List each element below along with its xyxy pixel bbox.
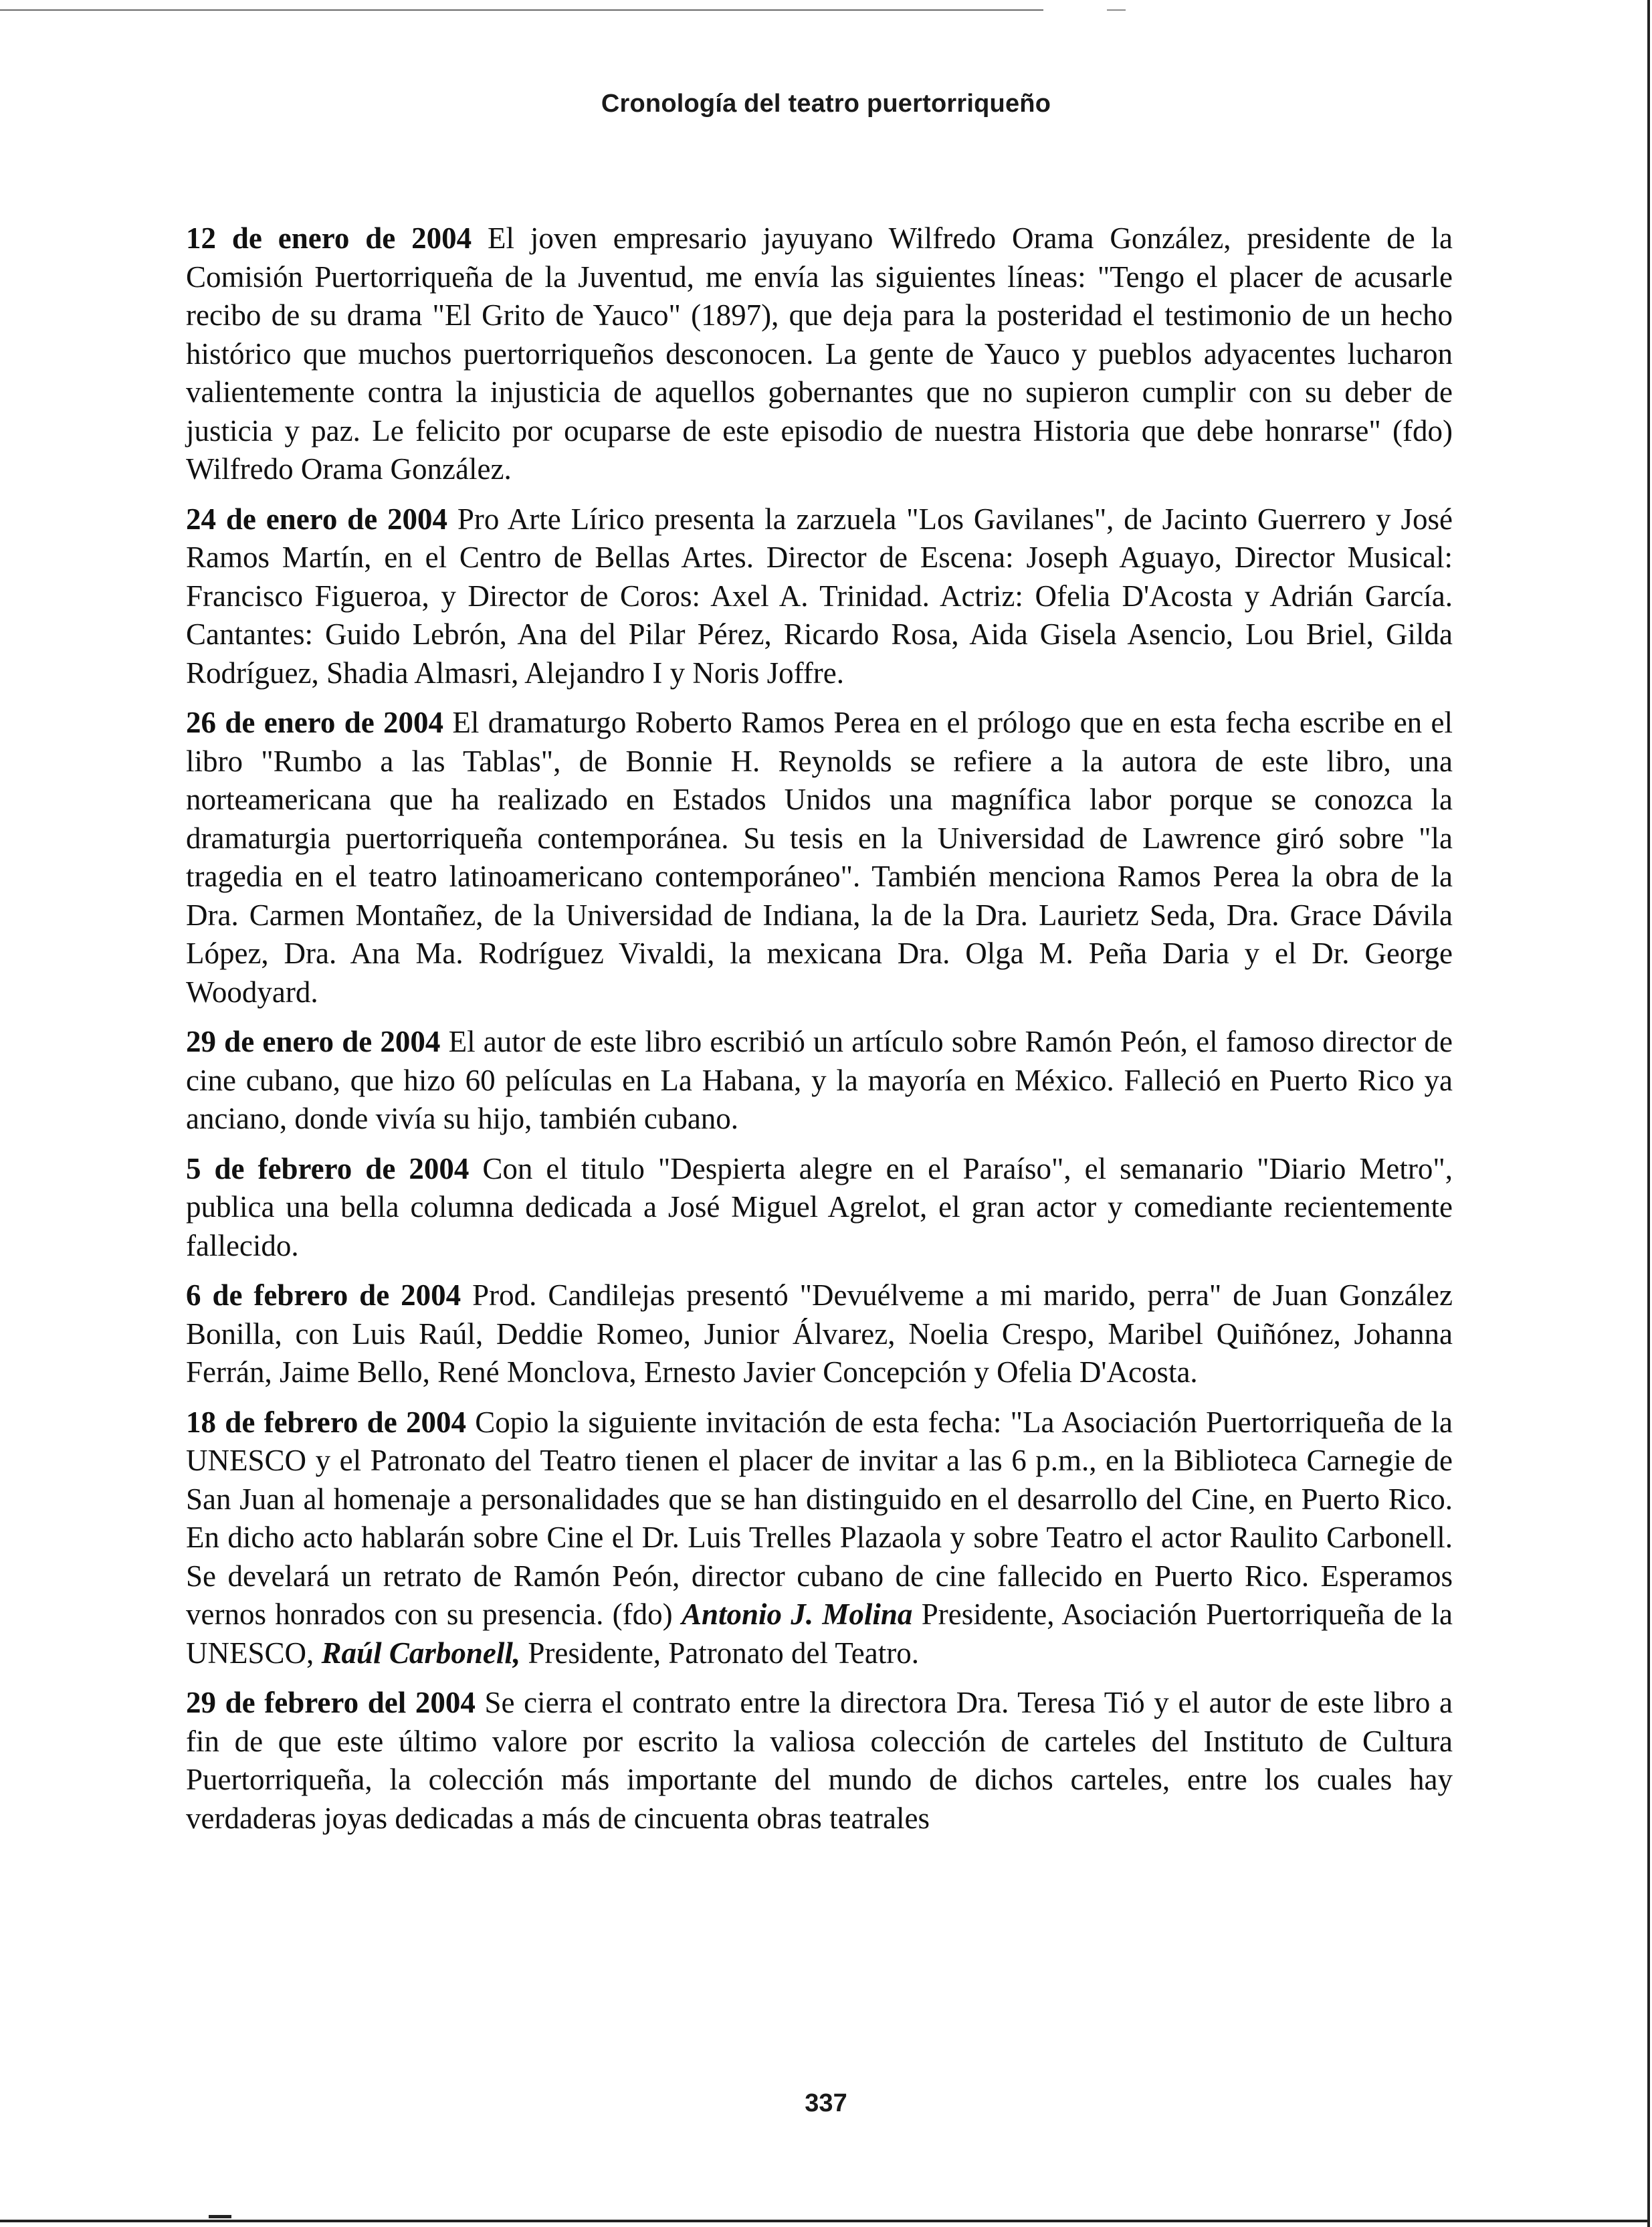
chronology-entry (186, 219, 1453, 489)
entry-date: 29 de enero de 2004 (186, 1025, 441, 1058)
chronology-entry (186, 1684, 1453, 1838)
entry-date: 5 de febrero de 2004 (186, 1151, 470, 1185)
entry-text: Pro Arte Lírico presenta la zarzuela "Los Gavilanes", de Jacinto Guerrero y José Ramos Martín, en el Centro de Bellas Artes. Director de Escena: Joseph Aguayo, Director Musical: Francisco Figueroa, y Director de Coros: Axel A. Trinidad. Actriz: Ofelia D'Acosta y Adrián García. Cantantes: Guido Lebrón, Ana del Pilar Pérez, Ricardo Rosa, Aida Gisela Asencio, Lou Briel, Gilda Rodríguez, Shadia Almasri, Alejandro I y Noris Joffre. (186, 502, 1453, 690)
scan-edge-bottom (0, 2220, 1649, 2222)
entry-text: El joven empresario jayuyano Wilfredo Orama González, presidente de la Comisión Puertorriqueña de la Juventud, me envía las siguientes líneas: "Tengo el placer de acusarle recibo de su drama "El Grito de Yauco" (1897), que deja para la posteridad el testimonio de un hecho histórico que muchos puertorriqueños desconocen. La gente de Yauco y pueblos adyacentes lucharon valientemente contra la injusticia de aquellos gobernantes que no supieron cumplir con su deber de justicia y paz. Le felicito por ocuparse de este episodio de nuestra Historia que debe honrarse" (fdo) Wilfredo Orama González. (186, 221, 1453, 486)
scan-edge-bottom-mark (209, 2215, 231, 2218)
entry-text: Con el titulo "Despierta alegre en el Paraíso", el semanario "Diario Metro", publica una bella columna dedicada a José Miguel Agrelot, el gran actor y comediante recientemente fallecido. (186, 1151, 1453, 1262)
entry-date: 12 de enero de 2004 (186, 221, 472, 255)
chronology-entry (186, 1150, 1453, 1266)
entry-date: 18 de febrero de 2004 (186, 1405, 466, 1439)
scan-edge-top (0, 9, 1043, 11)
entry-text: Presidente, Asociación Puertorriqueña de la UNESCO, (186, 1597, 1453, 1670)
chronology-entry (186, 500, 1453, 693)
entry-text: Se cierra el contrato entre la directora Dra. Teresa Tió y el autor de este libro a fin de que este último valore por escrito la valiosa colección de carteles del Instituto de Cultura Puertorriqueña, la colección más importante del mundo de dichos carteles, entre los cuales hay verdaderas joyas dedicadas a más de cincuenta obras teatrales (186, 1686, 1453, 1835)
entry-date: 24 de enero de 2004 (186, 502, 448, 536)
entry-text: Presidente, Patronato del Teatro. (528, 1636, 919, 1670)
chronology-entry (186, 1276, 1453, 1392)
scan-edge-right (1647, 0, 1650, 2227)
chronology-entry (186, 1023, 1453, 1139)
signer-name: Raúl Carbonell, (321, 1636, 521, 1670)
page-number: 337 (805, 2089, 847, 2117)
entry-text: El dramaturgo Roberto Ramos Perea en el prólogo que en esta fecha escribe en el libro "Rumbo a las Tablas", de Bonnie H. Reynolds se refiere a la autora de este libro, una norteamericana que ha realizado en Estados Unidos una magnífica labor porque se conozca la dramaturgia puertorriqueña contemporánea. Su tesis en la Universidad de Lawrence giró sobre "la tragedia en el teatro latinoamericano contemporáneo". También menciona Ramos Perea la obra de la Dra. Carmen Montañez, de la Universidad de Indiana, la de la Dra. Laurietz Seda, Dra. Grace Dávila López, Dra. Ana Ma. Rodríguez Vivaldi, la mexicana Dra. Olga M. Peña Daria y el Dr. George Woodyard. (186, 706, 1453, 1009)
chronology-body (186, 219, 1453, 1849)
signer-name: Antonio J. Molina (681, 1597, 913, 1631)
entry-text: El autor de este libro escribió un artículo sobre Ramón Peón, el famoso director de cine cubano, que hizo 60 películas en La Habana, y la mayoría en México. Falleció en Puerto Rico ya anciano, donde vivía su hijo, también cubano. (186, 1025, 1453, 1135)
entry-text: Copio la siguiente invitación de esta fecha: "La Asociación Puertorriqueña de la UNESCO y el Patronato del Teatro tienen el placer de invitar a las 6 p.m., en la Biblioteca Carnegie de San Juan al homenaje a personalidades que se han distinguido en el desarrollo del Cine, en Puerto Rico. En dicho acto hablarán sobre Cine el Dr. Luis Trelles Plazaola y sobre Teatro el actor Raulito Carbonell. Se develará un retrato de Ramón Peón, director cubano de cine fallecido en Puerto Rico. Esperamos vernos honrados con su presencia. (fdo) (186, 1405, 1453, 1631)
entry-date: 29 de febrero del 2004 (186, 1686, 476, 1719)
scan-edge-top-mark (1107, 9, 1126, 11)
chronology-entry (186, 704, 1453, 1011)
entry-date: 26 de enero de 2004 (186, 706, 444, 739)
chronology-entry (186, 1403, 1453, 1673)
entry-text: Prod. Candilejas presentó "Devuélveme a mi marido, perra" de Juan González Bonilla, con Luis Raúl, Deddie Romeo, Junior Álvarez, Noelia Crespo, Maribel Quiñónez, Johanna Ferrán, Jaime Bello, René Monclova, Ernesto Javier Concepción y Ofelia D'Acosta. (186, 1278, 1453, 1389)
entry-date: 6 de febrero de 2004 (186, 1278, 461, 1312)
running-title: Cronología del teatro puertorriqueño (601, 90, 1051, 118)
